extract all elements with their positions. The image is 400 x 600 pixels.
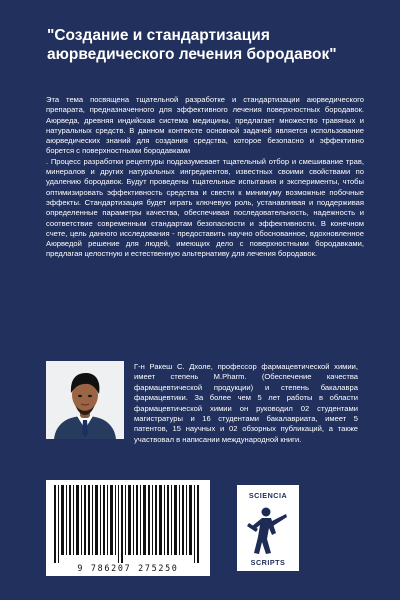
publisher-name-top: SCIENCIA xyxy=(248,491,288,500)
author-biography: Г-н Ракеш С. Дхоле, профессор фармацевтической химии, имеет степень M.Pharm. (Обеспечение качества фармацевтической продукции) и степень бакалавра фармацевтики. За более чем 5 лет работы в области фармацевтической химии он руководил 02 студентами магистратуры и 16 студентами бакалавриата, имеет 5 патентов, 15 научных и 02 обзорных публикаций, а также участвовал в написании международной книги. xyxy=(134,362,358,444)
description-paragraph-2: . Процесс разработки рецептуры подразумевает тщательный отбор и смешивание трав, минералов и других натуральных ингредиентов, известных своими свойствами по удалению бородавок. Будут проведены тщательные испытания и эксперименты, чтобы оптимизировать эффективность средства и свести к минимуму возможные побочные эффекты. Стандартизация будет играть ключевую роль, устанавливая и поддерживая определенные параметры качества, обеспечивая последовательность, надежность и соответствие современным стандартам безопасности и эффективности. В конечном счете, цель данного исследования - предоставить научно обоснованное, вдохновленное Аюрведой решение для людей, имеющих дело с поверхностными бородавками, предлагая целостную и естественную альтернативу для лечения бородавок. xyxy=(46,156,364,259)
isbn-barcode xyxy=(46,480,210,576)
description-paragraph-1: Эта тема посвящена тщательной разработке и стандартизации аюрведического препарата, предназначенного для эффективного лечения поверхностных бородавок. Аюрведа, древняя индийская система медицины, предлагает множество травяных и натуральных средств. В данном контексте основной задачей является использование аюрведических знаний для создания средства, которое безопасно и эффективно борется с поверхностными бородавками xyxy=(46,95,364,156)
barcode-image xyxy=(54,485,202,563)
publisher-logo xyxy=(237,485,299,571)
publisher-name-bottom: SCRIPTS xyxy=(250,558,286,567)
author-portrait-image xyxy=(46,361,124,439)
scientist-logo-icon xyxy=(246,504,290,556)
author-photo xyxy=(46,361,124,439)
book-title: "Создание и стандартизация аюрведического лечения бородавок" xyxy=(47,27,337,63)
isbn-number: 9 786207 275250 xyxy=(77,563,179,573)
book-description xyxy=(46,95,364,260)
